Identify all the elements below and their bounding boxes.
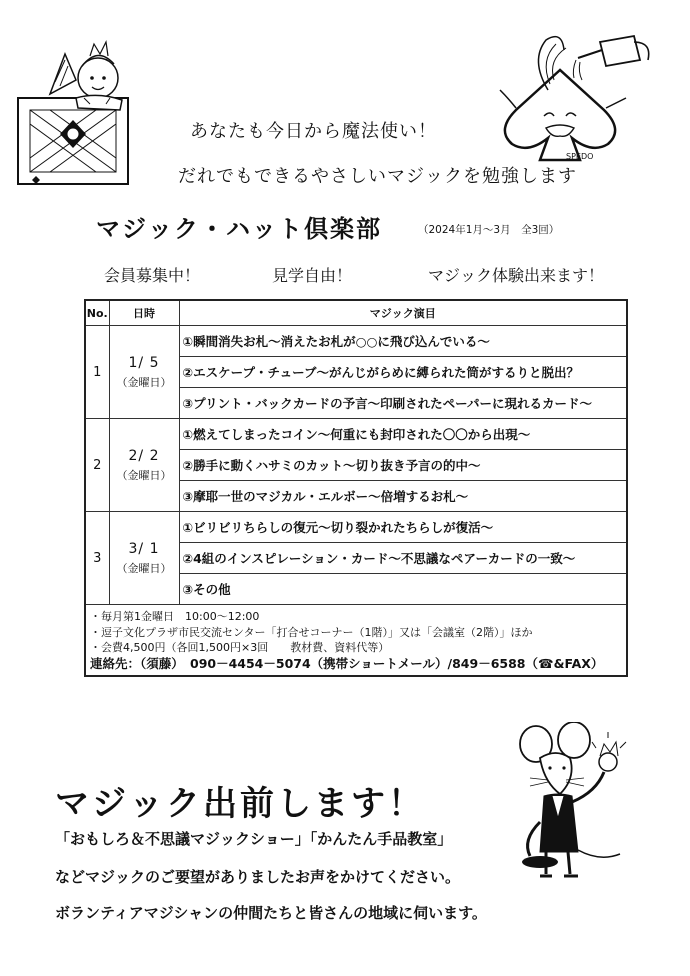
notice-visit-free: 見学自由！ bbox=[272, 266, 353, 285]
session-date bbox=[109, 326, 179, 419]
header-date: 日時 bbox=[109, 300, 179, 326]
program-item: ③その他 bbox=[179, 574, 627, 605]
info-contact: 連絡先：（須藤） 090－4454－5074（携帯ショートメール）/849－6588（☎&FAX） bbox=[90, 655, 604, 671]
notice-trial: マジック体験出来ます！ bbox=[428, 266, 605, 285]
program-item: ②4組のインスピレーション・カード～不思議なペアーカードの一致～ bbox=[179, 543, 627, 574]
intro-line-2: だれでもできるやさしいマジックを勉強します bbox=[178, 166, 577, 187]
session-date bbox=[109, 512, 179, 605]
cherub-card-illustration bbox=[10, 38, 150, 188]
intro-line-1: あなたも今日から魔法使い！ bbox=[190, 121, 437, 142]
header-program: マジック演目 bbox=[179, 300, 627, 326]
table-header-row bbox=[85, 300, 627, 326]
session-weekday: （金曜日） bbox=[116, 468, 172, 482]
demae-line-1: 「おもしろ＆不思議マジックショー」「かんたん手品教室」 bbox=[55, 830, 453, 848]
program-item: ②勝手に動くハサミのカット～切り抜き予言の的中～ bbox=[179, 450, 627, 481]
table-row bbox=[85, 326, 627, 357]
session-number: 1 bbox=[85, 326, 109, 419]
club-period: （2024年1月～3月 全3回） bbox=[418, 224, 560, 236]
session-weekday: （金曜日） bbox=[116, 561, 172, 575]
mouse-magician-illustration bbox=[500, 722, 650, 882]
spade-character-illustration bbox=[490, 20, 660, 170]
program-item: ②エスケープ・チューブ～がんじがらめに縛られた筒がするりと脱出？ bbox=[179, 357, 627, 388]
program-item: ①瞬間消失お札～消えたお札が○○に飛び込んでいる～ bbox=[179, 326, 627, 357]
schedule-table bbox=[84, 299, 628, 677]
info-schedule: ・毎月第1金曜日 10:00～12:00 bbox=[90, 610, 260, 623]
spade-label: SPEDO bbox=[566, 152, 594, 161]
notice-recruiting: 会員募集中！ bbox=[104, 266, 201, 285]
program-item: ①ビリビリちらしの復元～切り裂かれたちらしが復活～ bbox=[179, 512, 627, 543]
demae-title: マジック出前します！ bbox=[55, 784, 425, 824]
program-item: ①燃えてしまったコイン～何重にも封印された〇〇から出現～ bbox=[179, 419, 627, 450]
header-no: No. bbox=[85, 300, 109, 326]
program-item: ③摩耶一世のマジカル・エルボー～倍増するお札～ bbox=[179, 481, 627, 512]
session-date bbox=[109, 419, 179, 512]
session-date-value: 2/ 2 bbox=[128, 447, 160, 464]
demae-line-3: ボランティアマジシャンの仲間たちと皆さんの地域に伺います。 bbox=[55, 904, 487, 922]
info-fee: ・会費4,500円（各回1,500円×3回 教材費、資料代等） bbox=[90, 641, 390, 654]
info-venue: ・逗子文化プラザ市民交流センター「打合せコーナー（1階）」又は「会議室（2階）」ほか bbox=[90, 625, 533, 639]
program-item: ③プリント・バックカードの予言～印刷されたペーパーに現れるカード～ bbox=[179, 388, 627, 419]
session-number: 3 bbox=[85, 512, 109, 605]
table-row bbox=[85, 512, 627, 543]
session-date-value: 3/ 1 bbox=[128, 540, 160, 557]
club-title: マジック・ハット倶楽部 bbox=[96, 215, 382, 243]
session-date-value: 1/ 5 bbox=[128, 354, 160, 371]
table-row bbox=[85, 419, 627, 450]
demae-line-2: などマジックのご要望がありましたお声をかけてください。 bbox=[55, 868, 461, 886]
info-row bbox=[85, 605, 627, 677]
session-number: 2 bbox=[85, 419, 109, 512]
info-cell bbox=[85, 605, 627, 677]
session-weekday: （金曜日） bbox=[116, 375, 172, 389]
